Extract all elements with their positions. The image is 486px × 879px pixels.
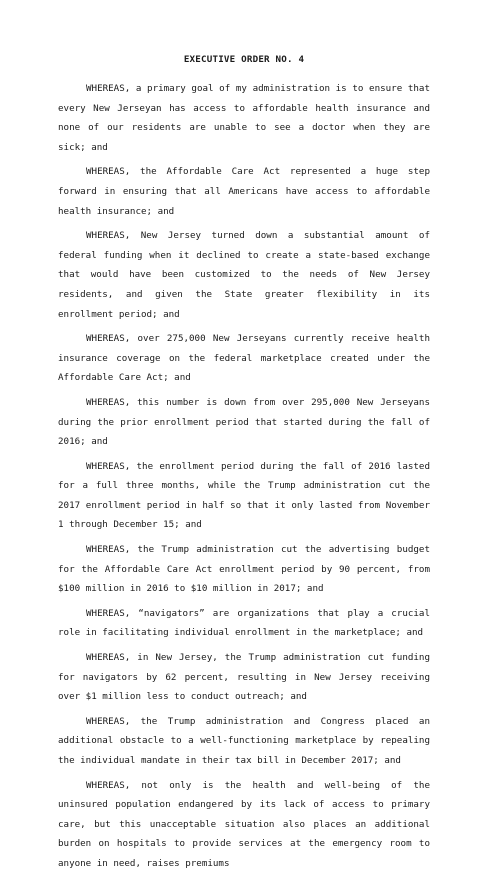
whereas-paragraph-8: WHEREAS, “navigators” are organizations that play a crucial role in facilitating individual enrollment in the marketplace; and xyxy=(58,607,430,639)
whereas-paragraph-1: WHEREAS, a primary goal of my administration is to ensure that every New Jerseyan has access to affordable health insurance and none of our residents are unable to see a doctor when they are sick; and xyxy=(58,83,430,153)
whereas-paragraph-2: WHEREAS, the Affordable Care Act represented a huge step forward in ensuring that all Americans have access to affordable health insurance; and xyxy=(58,166,430,217)
whereas-paragraph-4: WHEREAS, over 275,000 New Jerseyans currently receive health insurance coverage on the federal marketplace created under the Affordable Care Act; and xyxy=(58,333,430,384)
whereas-paragraph-3: WHEREAS, New Jersey turned down a substantial amount of federal funding when it declined to create a state-based exchange that would have been customized to the needs of New Jersey residents, and given the State greater flexibility in its enrollment period; and xyxy=(58,230,430,320)
whereas-paragraph-9: WHEREAS, in New Jersey, the Trump administration cut funding for navigators by 62 percent, resulting in New Jersey receiving over $1 million less to conduct outreach; and xyxy=(58,652,430,703)
whereas-paragraph-7: WHEREAS, the Trump administration cut the advertising budget for the Affordable Care Act enrollment period by 90 percent, from $100 million in 2016 to $10 million in 2017; and xyxy=(58,544,430,595)
whereas-paragraph-10: WHEREAS, the Trump administration and Congress placed an additional obstacle to a well-functioning marketplace by repealing the individual mandate in their tax bill in December 2017; and xyxy=(58,715,430,766)
document-page xyxy=(58,54,430,879)
whereas-paragraph-6: WHEREAS, the enrollment period during the fall of 2016 lasted for a full three months, while the Trump administration cut the 2017 enrollment period in half so that it only lasted from November 1 through December 15; and xyxy=(58,460,430,531)
document-title: EXECUTIVE ORDER NO. 4 xyxy=(183,54,305,65)
whereas-paragraph-5: WHEREAS, this number is down from over 295,000 New Jerseyans during the prior enrollment period that started during the fall of 2016; and xyxy=(58,396,430,448)
whereas-paragraph-11: WHEREAS, not only is the health and well-being of the uninsured population endangered by its lack of access to primary care, but this unacceptable situation also places an additional burden on hospitals to provide services at the emergency room to anyone in need, raises premiums xyxy=(58,779,430,869)
